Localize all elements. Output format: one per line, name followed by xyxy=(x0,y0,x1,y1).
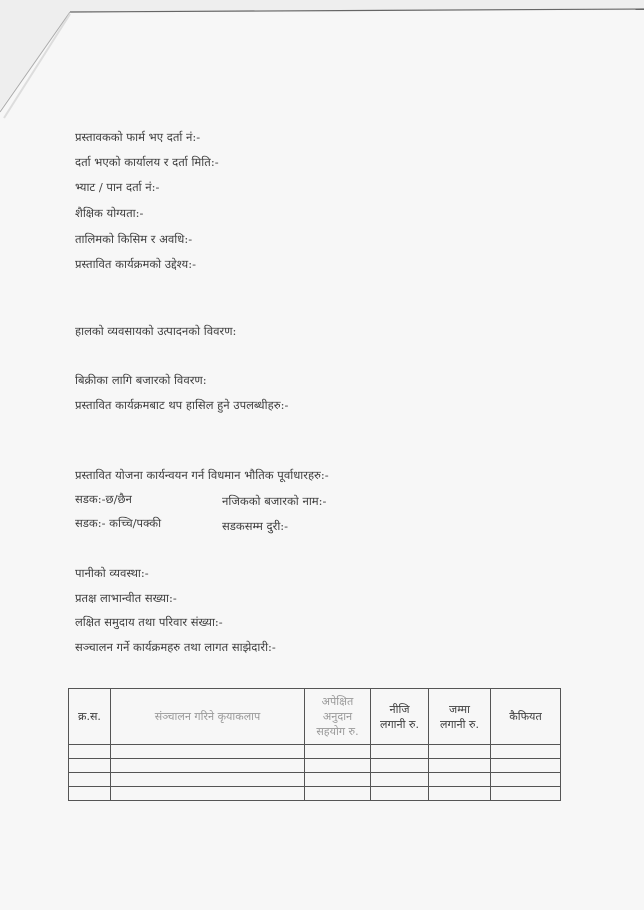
col-serial-no: क्र.स. xyxy=(69,689,111,745)
table-cell xyxy=(111,773,305,787)
table-cell xyxy=(491,787,561,801)
col-total-investment: जम्मा लगानी रु. xyxy=(429,689,491,745)
table-cell xyxy=(69,745,111,759)
existing-infrastructure: प्रस्तावित योजना कार्यन्वयन गर्न विधमान भौतिक पूर्वाधारहरु:- xyxy=(75,468,329,482)
table-cell xyxy=(371,759,429,773)
training-type-duration: तालिमको किसिम र अवधि:- xyxy=(75,232,193,246)
table-cell xyxy=(69,787,111,801)
educational-qualification: शैक्षिक योग्यता:- xyxy=(75,206,144,220)
road-type: सडक:- कच्चि/पक्की xyxy=(75,516,162,530)
table-cell xyxy=(491,773,561,787)
table-cell xyxy=(305,745,371,759)
table-cell xyxy=(371,773,429,787)
table-cell xyxy=(111,745,305,759)
program-objective: प्रस्तावित कार्यक्रमको उद्देश्य:- xyxy=(75,257,196,271)
col-expected-grant: अपेक्षित अनुदान सहयोग रु. xyxy=(305,689,371,745)
nearest-market-name: नजिकको बजारको नाम:- xyxy=(222,494,327,508)
table-cell xyxy=(305,787,371,801)
water-arrangement: पानीको व्यवस्था:- xyxy=(75,566,149,580)
market-description: बिक्रीका लागि बजारको विवरण: xyxy=(75,373,207,387)
table-row xyxy=(69,759,561,773)
col-private-investment: नीजि लगानी रु. xyxy=(371,689,429,745)
table-cell xyxy=(371,745,429,759)
col-activity: संञ्चालन गरिने कृयाकलाप xyxy=(111,689,305,745)
table-cell xyxy=(429,773,491,787)
table-row xyxy=(69,773,561,787)
table-cell xyxy=(371,787,429,801)
road-availability: सडक:-छ/छैन xyxy=(75,492,132,506)
table-cell xyxy=(429,787,491,801)
current-business-production: हालको व्यवसायको उत्पादनको विवरण: xyxy=(75,324,237,338)
programs-cost-sharing: सञ्चालन गर्ने कार्यक्रमहरु तथा लागत साझेदारी:- xyxy=(75,640,276,654)
table-cell xyxy=(111,787,305,801)
table-header-row xyxy=(69,689,561,745)
distance-to-road: सडकसम्म दुरी:- xyxy=(222,519,289,533)
table-cell xyxy=(491,745,561,759)
registration-office-date: दर्ता भएको कार्यालय र दर्ता मिति:- xyxy=(75,155,219,169)
table-cell xyxy=(305,759,371,773)
activities-table xyxy=(68,688,561,801)
table-cell xyxy=(69,759,111,773)
target-community-households: लक्षित समुदाय तथा परिवार संख्या:- xyxy=(75,615,223,629)
expected-achievements: प्रस्तावित कार्यक्रमबाट थप हासिल हुने उपलब्धीहरु:- xyxy=(75,398,289,412)
table-cell xyxy=(111,759,305,773)
proposer-registration-no: प्रस्तावकको फार्म भए दर्ता नं:- xyxy=(75,130,201,144)
table-row xyxy=(69,745,561,759)
vat-pan-no: भ्याट / पान दर्ता नं:- xyxy=(75,180,160,194)
table-cell xyxy=(429,759,491,773)
table-cell xyxy=(305,773,371,787)
table-cell xyxy=(429,745,491,759)
direct-beneficiaries: प्रतक्ष लाभान्वीत सख्या:- xyxy=(75,591,177,605)
table-cell xyxy=(491,759,561,773)
table-cell xyxy=(69,773,111,787)
table-row xyxy=(69,787,561,801)
col-remarks: कैफियत xyxy=(491,689,561,745)
